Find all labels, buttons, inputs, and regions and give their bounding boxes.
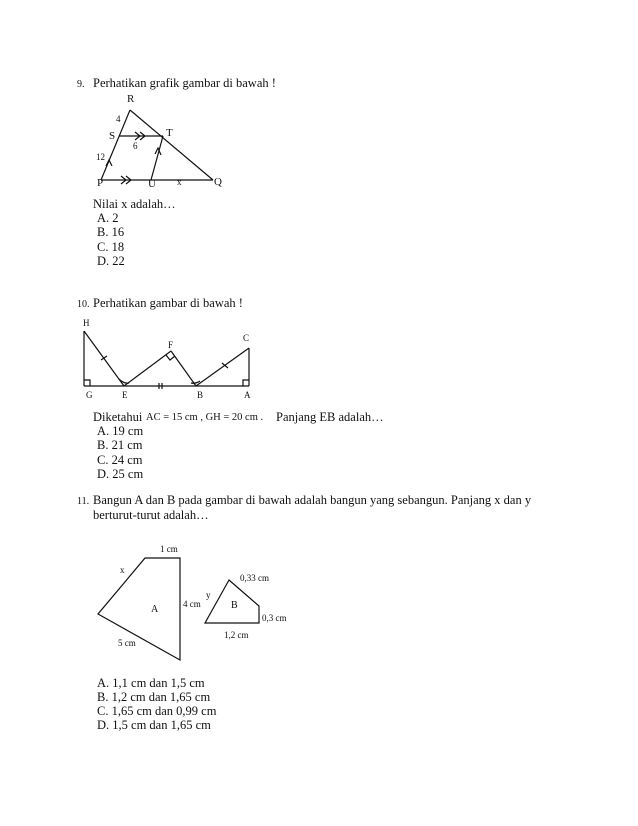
q10-label-e: E	[122, 390, 128, 400]
q9-label-st: 6	[133, 141, 138, 151]
q11-label-bottom: 5 cm	[118, 638, 136, 648]
q9-label-sp: 12	[96, 152, 105, 162]
q11-prompt-line2: berturut-turut adalah…	[93, 508, 209, 522]
q9-label-p: P	[97, 177, 104, 189]
q9-label-q: Q	[214, 176, 222, 188]
q10-option-a[interactable]: A. 19 cm	[97, 424, 144, 438]
q9-prompt: Perhatikan grafik gambar di bawah !	[93, 76, 276, 90]
q10-label-c: C	[243, 333, 250, 343]
q9-option-b[interactable]: B. 16	[97, 225, 125, 239]
q9-label-t: T	[166, 127, 173, 139]
q10-given-suffix: Panjang EB adalah…	[276, 410, 384, 424]
q10-option-c[interactable]: C. 24 cm	[97, 453, 143, 467]
q10-label-b: B	[197, 390, 204, 400]
q11-label-right: 4 cm	[183, 599, 201, 609]
q11-shape-a	[98, 558, 180, 660]
q10-option-d[interactable]: D. 25 cm	[97, 467, 144, 481]
q9-question: Nilai x adalah…	[93, 197, 176, 211]
q11-option-c[interactable]: C. 1,65 cm dan 0,99 cm	[97, 704, 217, 718]
q11-prompt-line1: Bangun A dan B pada gambar di bawah adalah bangun yang sebangun. Panjang x dan y	[93, 493, 532, 507]
q11-option-b[interactable]: B. 1,2 cm dan 1,65 cm	[97, 690, 211, 704]
q9-label-rs: 4	[116, 114, 121, 124]
q11-label-b-top: 0,33 cm	[240, 573, 269, 583]
q9-label-s: S	[109, 130, 116, 142]
q9-option-a[interactable]: A. 2	[97, 211, 119, 225]
q11-option-d[interactable]: D. 1,5 cm dan 1,65 cm	[97, 718, 211, 732]
q10-number: 10.	[77, 299, 90, 310]
q11-number: 11.	[77, 496, 90, 507]
q9-label-x: x	[177, 177, 182, 187]
q11-label-top: 1 cm	[160, 544, 178, 554]
q10-prompt: Perhatikan gambar di bawah !	[93, 296, 243, 310]
q9-number: 9.	[77, 79, 85, 90]
q10-label-g: G	[86, 390, 93, 400]
q10-given-prefix: Diketahui	[93, 410, 143, 424]
q10-label-f: F	[168, 340, 174, 350]
q10-label-a: A	[244, 390, 251, 400]
q10-given-formula: AC = 15 cm , GH = 20 cm .	[146, 412, 264, 423]
q9-option-d[interactable]: D. 22	[97, 254, 125, 268]
q9-label-r: R	[127, 93, 135, 105]
q11-label-b-bottom: 1,2 cm	[224, 630, 249, 640]
q11-label-y: y	[206, 590, 211, 600]
q10-option-b[interactable]: B. 21 cm	[97, 438, 143, 452]
q11-label-b: B	[231, 600, 238, 611]
q9-label-u: U	[148, 178, 156, 190]
q11-label-b-right: 0,3 cm	[262, 613, 287, 623]
q11-label-a: A	[151, 604, 159, 615]
q9-option-c[interactable]: C. 18	[97, 240, 125, 254]
q11-label-x: x	[120, 565, 125, 575]
q11-option-a[interactable]: A. 1,1 cm dan 1,5 cm	[97, 676, 205, 690]
q10-label-h: H	[83, 318, 90, 328]
